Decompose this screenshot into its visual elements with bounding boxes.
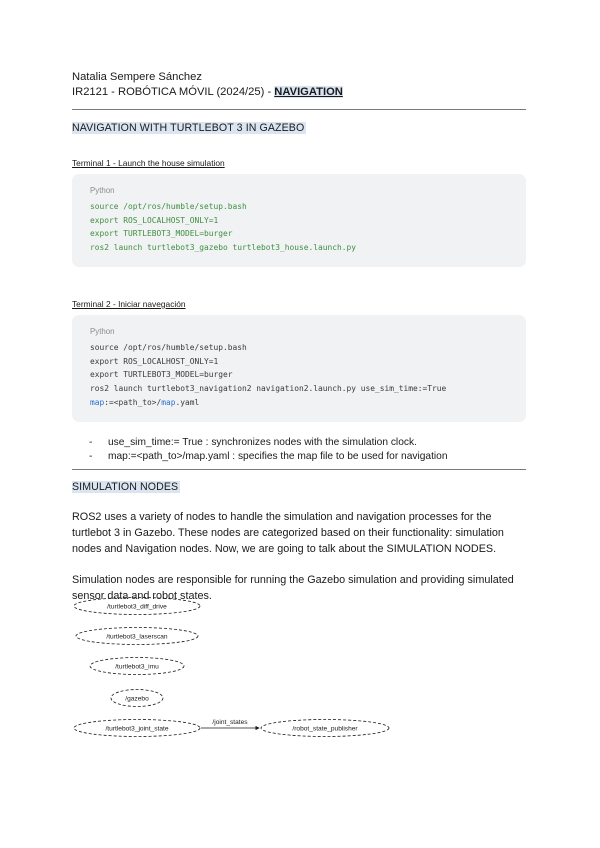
code-line xyxy=(90,396,508,410)
document-page xyxy=(72,70,526,604)
code-line: export ROS_LOCALHOST_ONLY=1 xyxy=(90,356,219,366)
code-line: ros2 launch turtlebot3_navigation2 navigation2.launch.py use_sim_time:=True xyxy=(90,384,447,394)
graph-node xyxy=(111,690,163,707)
terminal2-label: Terminal 2 - Iniciar navegación xyxy=(72,298,186,309)
code-line: ros2 launch turtlebot3_gazebo turtlebot3_house.launch.py xyxy=(90,243,357,253)
list-item: - use_sim_time:= True : synchronizes nodes with the simulation clock. xyxy=(89,436,417,448)
graph-node xyxy=(74,720,200,737)
graph-edge xyxy=(201,719,259,728)
bullet-list xyxy=(72,436,526,465)
list-item: - map:=<path_to>/map.yaml : specifies the map file to be used for navigation xyxy=(89,451,448,463)
graph-node xyxy=(90,658,184,675)
course-line xyxy=(72,85,526,100)
code-line: export TURTLEBOT3_MODEL=burger xyxy=(90,370,233,380)
node-label: /turtlebot3_laserscan xyxy=(106,633,168,641)
node-label: /turtlebot3_imu xyxy=(115,663,159,671)
code-token: .yaml xyxy=(175,397,200,407)
code-block-terminal2 xyxy=(72,315,526,422)
section-title-simulation-nodes: SIMULATION NODES xyxy=(72,480,179,493)
graph-node xyxy=(261,720,389,737)
divider xyxy=(72,469,526,470)
section-title-navigation: NAVIGATION WITH TURTLEBOT 3 IN GAZEBO xyxy=(72,122,305,134)
node-label: /turtlebot3_diff_drive xyxy=(107,603,167,611)
code-lang-label: Python xyxy=(90,186,115,195)
node-graph-diagram xyxy=(60,588,400,748)
course-prefix: IR2121 - ROBÓTICA MÓVIL (2024/25) - xyxy=(72,86,275,98)
code-token: map xyxy=(90,397,105,407)
code-line: export TURTLEBOT3_MODEL=burger xyxy=(90,229,233,239)
node-label: /turtlebot3_joint_state xyxy=(105,725,169,733)
paragraph: ROS2 uses a variety of nodes to handle the simulation and navigation processes for the turtlebot 3 in Gazebo. These nodes are categorized based on their functionality: simulation nodes and Navigation nodes. Now, we are going to talk about the SIMULATION NODES. xyxy=(72,510,504,555)
code-line: source /opt/ros/humble/setup.bash xyxy=(90,201,247,211)
terminal1-label: Terminal 1 - Launch the house simulation xyxy=(72,158,225,168)
course-topic: NAVIGATION xyxy=(274,86,343,98)
bullet-text: map:=<path_to>/map.yaml : specifies the map file to be used for navigation xyxy=(108,451,448,463)
author-name: Natalia Sempere Sánchez xyxy=(72,71,202,83)
graph-node xyxy=(76,628,198,645)
divider xyxy=(72,109,526,110)
bullet-text: use_sim_time:= True : synchronizes nodes with the simulation clock. xyxy=(108,436,417,448)
paragraph: Simulation nodes are responsible for running the Gazebo simulation and providing simulated sensor data and robot states. xyxy=(72,573,514,602)
code-block-terminal1 xyxy=(72,174,526,267)
edge-label: /joint_states xyxy=(212,719,248,726)
code-line: source /opt/ros/humble/setup.bash xyxy=(90,342,247,352)
graph-node xyxy=(74,598,200,615)
node-label: /gazebo xyxy=(125,695,149,703)
code-line: export ROS_LOCALHOST_ONLY=1 xyxy=(90,215,219,225)
code-token: map xyxy=(161,397,176,407)
code-lang-label: Python xyxy=(90,326,115,336)
code-token: :=<path_to>/ xyxy=(104,397,162,407)
node-label: /robot_state_publisher xyxy=(292,725,358,733)
